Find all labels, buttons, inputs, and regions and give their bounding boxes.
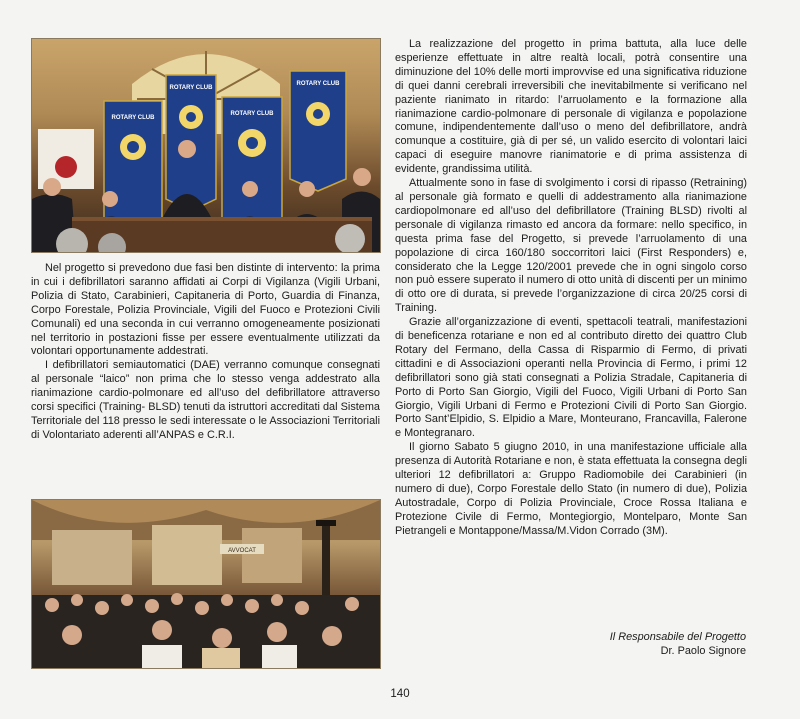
- signature-name: Dr. Paolo Signore: [660, 645, 746, 657]
- signature-role: Il Responsabile del Progetto: [609, 631, 746, 643]
- banner-label-1: ROTARY CLUB: [111, 115, 155, 121]
- audience-photo: [31, 499, 381, 669]
- left-text-column: [31, 262, 380, 443]
- page-number: 140: [390, 688, 410, 700]
- paragraph: Il giorno Sabato 5 giugno 2010, in una manifestazione ufficiale alla presenza di Autorità Rotariane e non, è stata effettuata la consegna degli ulteriori 12 defibrillatori a: Gruppo Radiomobile dei Carabinieri (in numero di due), Corpo Forestale dello Stato (in numero di due), Polizia Autostradale, Corpo di Polizia Provinciale, Croce Rossa Italiana e Protezione Civile di Fermo, Montegiorgio, Montelparo, Monte San Pietrangeli e Montappone/Massa/M.Vidon Corrado (3M).: [395, 441, 747, 537]
- banner-label-4: ROTARY CLUB: [296, 81, 340, 87]
- paragraph: Grazie all’organizzazione di eventi, spettacoli teatrali, manifestazioni di beneficenza rotariane e non ed al contributo diretto dei quattro Club Rotary del Fermano, della Cassa di Risparmio di Fermo, di privati cittadini e di Associazioni operanti nella Provincia di Fermo, i primi 12 defibrillatori sono già stati consegnati a Polizia Stradale, Capitaneria di Porto di Porto San Giorgio, Vigili del Fuoco, Vigili Urbani di Porto San Giorgio, Vigili Urbani di Fermo e Protezioni Civili di Porto San Giorgio. Porto Sant’Elpidio, S. Elpidio a Mare, Monteurano, Francavilla, Falerone e Montegranaro.: [395, 316, 747, 440]
- banner-label-2: ROTARY CLUB: [169, 85, 213, 91]
- paragraph: I defibrillatori semiautomatici (DAE) verranno comunque consegnati al personale “laico” non prima che lo stesso venga addestrato alla rianimazione cardio-polmonare ed all’uso del defibrillatore attraverso corsi specifici (Training- BLSD) tenuti da istruttori accreditati dal Sistema Territoriale del 118 presso le sedi interessate o le Associazioni Territoriali di Volontariato aderenti all’ANPAS e C.R.I.: [31, 359, 380, 441]
- paragraph: Attualmente sono in fase di svolgimento i corsi di ripasso (Retraining) al personale già formato e quelli di addestramento alla rianimazione cardiopolmonare ed all’uso del defibrillatore (Training BLSD) rivolti al personale di vigilanza rimasto ed ancora da formare: nello specifico, in questa prima fase del Progetto, si prevede l’arruolamento di una popolazione di circa 160/180 soccorritori laici (First Responders) e, considerato che la Legge 120/2001 prevede che in ogni singolo corso non può essere superato il numero di otto unità di discenti per un minimo di otto ore di durata, si prevede l’organizzazione di circa 20/25 corsi di Training.: [395, 177, 747, 315]
- paragraph: Nel progetto si prevedono due fasi ben distinte di intervento: la prima in cui i defibrillatori saranno affidati ai Corpi di Vigilanza (Vigili Urbani, Polizia di Stato, Carabinieri, Capitaneria di Porto, Guardia di Finanza, Corpo Forestale, Polizia Provinciale, Vigili del Fuoco e Protezioni Civili Comunali) ed una seconda in cui verranno omogeneamente posizionati nel territorio in postazioni fisse per essere eventualmente utilizzati da volontari opportunamente addestrati.: [31, 262, 380, 358]
- right-text-column: [395, 38, 747, 539]
- wall-sign: AVVOCAT: [228, 548, 256, 554]
- conference-photo: [31, 38, 381, 253]
- banner-label-3: ROTARY CLUB: [230, 111, 274, 117]
- paragraph: La realizzazione del progetto in prima battuta, alla luce delle esperienze effettuate in altre realtà locali, potrà consentire una diminuzione del 10% delle morti improvvise ed una significativa riduzione di quei danni cerebrali irreversibili che inevitabilmente si verificano nel paziente rianimato in ritardo: l’arruolamento e la formazione alla rianimazione cardio-polmonare di personale di vigilanza e popolazione comune, indipendentemente dall’uso o meno del defibrillatore, andrà comunque a costituire, già di per sé, un valido esercito di volontari laici capaci di eseguire manovre rianimatorie e di prima assistenza di evidente, grandissima utilità.: [395, 38, 747, 176]
